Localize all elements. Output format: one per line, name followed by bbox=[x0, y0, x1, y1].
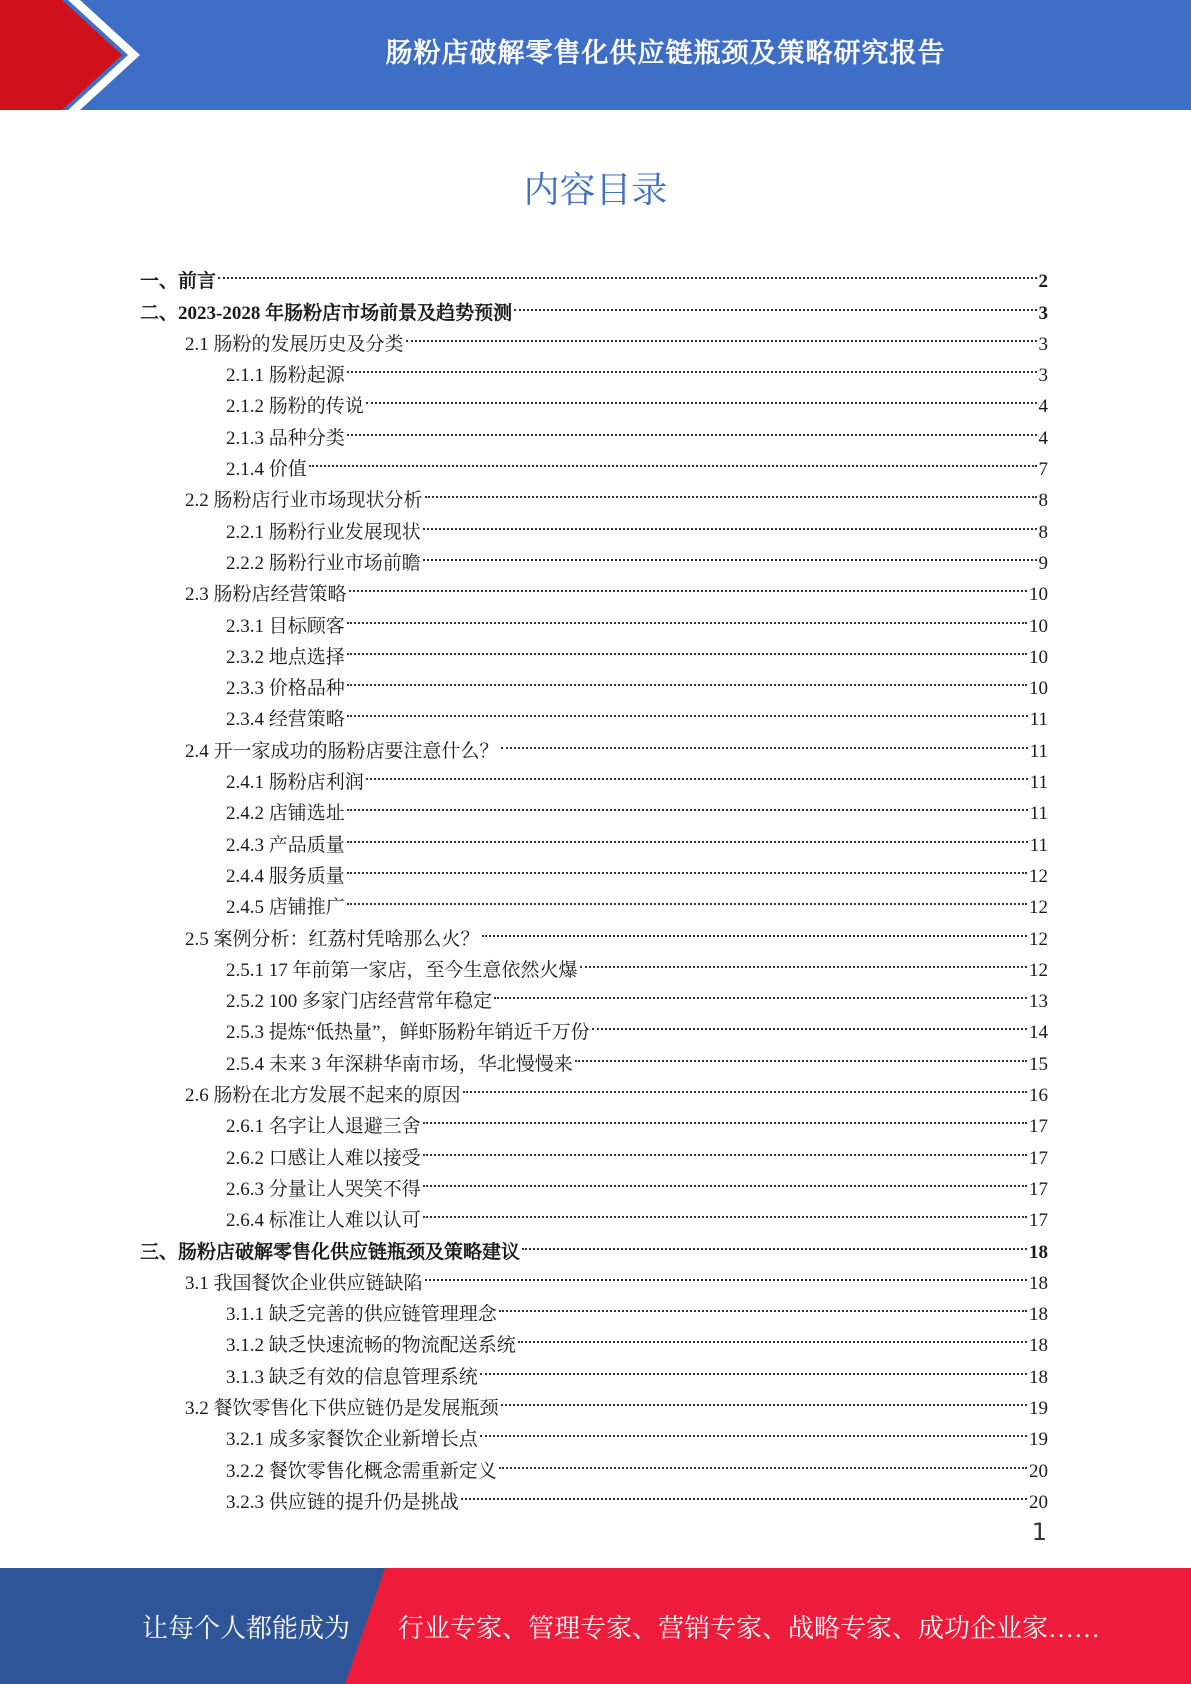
toc-entry-title: 2.6 肠粉在北方发展不起来的原因 bbox=[185, 1085, 461, 1107]
dot-leader bbox=[494, 966, 1027, 999]
toc-entry-title: 2.4 开一家成功的肠粉店要注意什么？ bbox=[185, 740, 499, 762]
page-header bbox=[0, 0, 1191, 110]
toc-entry-page: 18 bbox=[1029, 1272, 1048, 1294]
toc-entry-page: 12 bbox=[1029, 897, 1048, 919]
toc-entry-title: 2.3.3 价格品种 bbox=[226, 678, 345, 700]
dot-leader bbox=[366, 747, 1028, 780]
toc-entry-title: 2.6.1 名字让人退避三舍 bbox=[226, 1116, 421, 1138]
toc-entry-title: 2.1 肠粉的发展历史及分类 bbox=[185, 333, 404, 355]
toc-entry-title: 2.4.3 产品质量 bbox=[226, 834, 345, 856]
toc-entry-title: 3.2.3 供应链的提升仍是挑战 bbox=[226, 1491, 459, 1513]
toc-entry-title: 2.1.4 价值 bbox=[226, 459, 307, 481]
toc-entry-page: 9 bbox=[1038, 552, 1048, 574]
dot-leader bbox=[425, 465, 1037, 498]
toc-entry-page: 12 bbox=[1029, 928, 1048, 950]
toc-entry-page: 17 bbox=[1029, 1147, 1048, 1169]
toc-entry-page: 10 bbox=[1029, 615, 1048, 637]
dot-leader bbox=[347, 872, 1027, 905]
toc-entry-page: 11 bbox=[1029, 772, 1048, 794]
toc-entry-title: 2.4.1 肠粉店利润 bbox=[226, 772, 364, 794]
toc-entry-title: 2.6.4 标准让人难以认可 bbox=[226, 1210, 421, 1232]
toc-entry-page: 10 bbox=[1029, 646, 1048, 668]
toc-entry-title: 2.5 案例分析：红荔村凭啥那么火？ bbox=[185, 928, 480, 950]
header-chevron-graphic bbox=[0, 0, 150, 110]
toc-entry-page: 12 bbox=[1029, 865, 1048, 887]
toc-entry-page: 8 bbox=[1038, 521, 1048, 543]
dot-leader bbox=[218, 246, 1036, 279]
toc-entry-title: 2.4.4 服务质量 bbox=[226, 865, 345, 887]
dot-leader bbox=[501, 715, 1028, 748]
dot-leader bbox=[347, 778, 1028, 811]
toc-entry-page: 12 bbox=[1029, 959, 1048, 981]
dot-leader bbox=[575, 1028, 1027, 1061]
dot-leader bbox=[580, 935, 1027, 968]
dot-leader bbox=[423, 496, 1037, 529]
toc-entry-page: 19 bbox=[1029, 1397, 1048, 1419]
dot-leader bbox=[518, 1310, 1027, 1343]
toc-entry-title: 三、肠粉店破解零售化供应链瓶颈及策略建议 bbox=[140, 1241, 521, 1263]
footer-slogan-right: 行业专家、管理专家、营销专家、战略专家、成功企业家…… bbox=[398, 1613, 1101, 1643]
toc-entry-page: 19 bbox=[1029, 1429, 1048, 1451]
page-footer bbox=[0, 1568, 1191, 1684]
toc-entry-page: 14 bbox=[1029, 1022, 1048, 1044]
toc-entry-title: 3.1 我国餐饮企业供应链缺陷 bbox=[185, 1272, 423, 1294]
toc-entry-title: 2.5.3 提炼“低热量”，鲜虾肠粉年销近千万份 bbox=[226, 1022, 590, 1044]
report-title: 肠粉店破解零售化供应链瓶颈及策略研究报告 bbox=[385, 37, 946, 69]
toc-entry-title: 3.1.1 缺乏完善的供应链管理理念 bbox=[226, 1304, 497, 1326]
toc-entry-page: 18 bbox=[1029, 1304, 1048, 1326]
toc-entry-title: 3.1.3 缺乏有效的信息管理系统 bbox=[226, 1366, 478, 1388]
toc-entry-title: 2.2.1 肠粉行业发展现状 bbox=[226, 521, 421, 543]
dot-leader bbox=[461, 1467, 1027, 1500]
dot-leader bbox=[406, 309, 1037, 342]
dot-leader bbox=[425, 1248, 1027, 1281]
toc-entry-title: 2.3.4 经营策略 bbox=[226, 709, 345, 731]
toc-entry-page: 3 bbox=[1038, 333, 1048, 355]
toc-entry-page: 4 bbox=[1038, 427, 1048, 449]
toc-entry-page: 11 bbox=[1029, 740, 1048, 762]
toc-entry-title: 2.4.5 店铺推广 bbox=[226, 897, 345, 919]
toc-entry-page: 18 bbox=[1029, 1241, 1048, 1263]
dot-leader bbox=[423, 1122, 1027, 1155]
dot-leader bbox=[480, 1341, 1027, 1374]
dot-leader bbox=[423, 1091, 1027, 1124]
toc-entry-page: 7 bbox=[1038, 459, 1048, 481]
toc-entry-title: 2.3 肠粉店经营策略 bbox=[185, 584, 347, 606]
table-of-contents bbox=[140, 254, 1048, 1513]
toc-entry-page: 20 bbox=[1029, 1460, 1048, 1482]
toc-entry-page: 3 bbox=[1038, 365, 1048, 387]
toc-entry-title: 2.6.3 分量让人哭笑不得 bbox=[226, 1178, 421, 1200]
dot-leader bbox=[423, 528, 1037, 561]
dot-leader bbox=[347, 653, 1027, 686]
toc-entry-title: 3.2.1 成多家餐饮企业新增长点 bbox=[226, 1429, 478, 1451]
toc-entry-page: 17 bbox=[1029, 1116, 1048, 1138]
toc-entry-title: 3.2 餐饮零售化下供应链仍是发展瓶颈 bbox=[185, 1397, 499, 1419]
dot-leader bbox=[347, 340, 1037, 373]
toc-entry-page: 17 bbox=[1029, 1178, 1048, 1200]
toc-entry-page: 11 bbox=[1029, 803, 1048, 825]
toc-entry-title: 3.2.2 餐饮零售化概念需重新定义 bbox=[226, 1460, 497, 1482]
toc-entry-title: 2.6.2 口感让人难以接受 bbox=[226, 1147, 421, 1169]
dot-leader bbox=[347, 402, 1037, 435]
toc-entry-title: 3.1.2 缺乏快速流畅的物流配送系统 bbox=[226, 1335, 516, 1357]
toc-entry-page: 10 bbox=[1029, 584, 1048, 606]
toc-entry-page: 15 bbox=[1029, 1053, 1048, 1075]
toc-entry-page: 18 bbox=[1029, 1366, 1048, 1388]
toc-entry-title: 2.1.3 品种分类 bbox=[226, 427, 345, 449]
page-number: 1 bbox=[1031, 1518, 1047, 1546]
toc-entry-title: 2.5.4 未来 3 年深耕华南市场，华北慢慢来 bbox=[226, 1053, 573, 1075]
dot-leader bbox=[347, 622, 1027, 655]
dot-leader bbox=[463, 1060, 1027, 1093]
footer-slogan-left: 让每个人都能成为 bbox=[142, 1613, 351, 1643]
dot-leader bbox=[522, 1216, 1027, 1249]
toc-entry-page: 8 bbox=[1038, 490, 1048, 512]
toc-entry-title: 2.1.2 肠粉的传说 bbox=[226, 396, 364, 418]
toc-entry-page: 18 bbox=[1029, 1335, 1048, 1357]
toc-entry-title: 2.5.2 100 多家门店经营常年稳定 bbox=[226, 991, 493, 1013]
dot-leader bbox=[501, 1373, 1027, 1406]
dot-leader bbox=[347, 809, 1028, 842]
toc-entry-page: 13 bbox=[1029, 991, 1048, 1013]
dot-leader bbox=[514, 277, 1036, 310]
dot-leader bbox=[423, 1185, 1027, 1218]
toc-entry-page: 4 bbox=[1038, 396, 1048, 418]
dot-leader bbox=[480, 1404, 1027, 1437]
dot-leader bbox=[347, 684, 1028, 717]
dot-leader bbox=[347, 590, 1027, 623]
toc-entry-title: 2.4.2 店铺选址 bbox=[226, 803, 345, 825]
dot-leader bbox=[499, 1279, 1027, 1312]
toc-entry-title: 2.3.2 地点选择 bbox=[226, 646, 345, 668]
toc-entry-page: 11 bbox=[1029, 709, 1048, 731]
toc-entry-page: 11 bbox=[1029, 834, 1048, 856]
toc-entry-page: 3 bbox=[1038, 302, 1048, 324]
toc-entry-title: 2.3.1 目标顾客 bbox=[226, 615, 345, 637]
toc-entry-page: 16 bbox=[1029, 1085, 1048, 1107]
toc-entry-page: 17 bbox=[1029, 1210, 1048, 1232]
toc-entry-page: 2 bbox=[1038, 271, 1048, 293]
dot-leader bbox=[499, 1435, 1027, 1468]
toc-entry-title: 2.2 肠粉店行业市场现状分析 bbox=[185, 490, 423, 512]
dot-leader bbox=[349, 559, 1027, 592]
dot-leader bbox=[347, 841, 1027, 874]
toc-entry-page: 10 bbox=[1029, 678, 1048, 700]
toc-entry-title: 一、前言 bbox=[140, 271, 217, 293]
toc-entry-title: 2.2.2 肠粉行业市场前瞻 bbox=[226, 552, 421, 574]
toc-entry-title: 二、2023-2028 年肠粉店市场前景及趋势预测 bbox=[140, 302, 513, 324]
toc-entry-title: 2.5.1 17 年前第一家店，至今生意依然火爆 bbox=[226, 959, 578, 981]
dot-leader bbox=[366, 371, 1037, 404]
dot-leader bbox=[309, 434, 1037, 467]
dot-leader bbox=[592, 997, 1027, 1030]
dot-leader bbox=[423, 1154, 1027, 1187]
toc-heading: 内容目录 bbox=[523, 170, 668, 211]
dot-leader bbox=[482, 903, 1027, 936]
toc-entry-title: 2.1.1 肠粉起源 bbox=[226, 365, 345, 387]
toc-entry-page: 20 bbox=[1029, 1491, 1048, 1513]
